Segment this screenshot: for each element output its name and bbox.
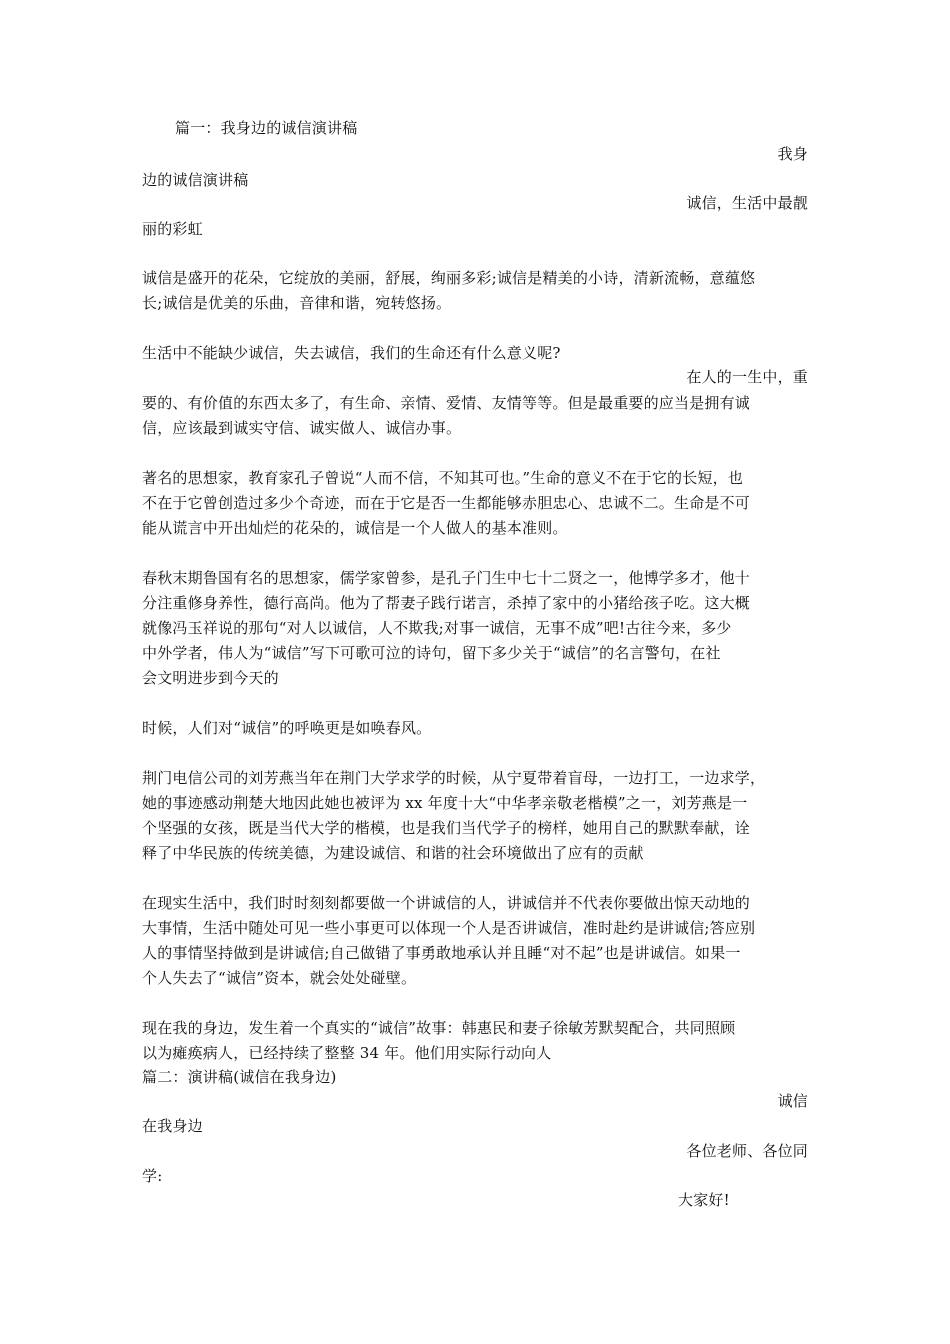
subtitle-part-2: 丽的彩虹 xyxy=(142,220,203,238)
paragraph-line: 生活中不能缺少诚信，失去诚信，我们的生命还有什么意义呢? xyxy=(142,344,561,362)
paragraph-line: 能从谎言中开出灿烂的花朵的，诚信是一个人做人的基本准则。 xyxy=(142,519,568,537)
paragraph-line: 时候，人们对“诚信”的呼唤更是如唤春风。 xyxy=(142,719,432,737)
paragraph-line: 长;诚信是优美的乐曲，音律和谐，宛转悠扬。 xyxy=(142,294,452,312)
paragraph-line: 大事情，生活中随处可见一些小事更可以体现一个人是否讲诚信，准时赴约是讲诚信;答应别 xyxy=(142,919,756,937)
paragraph-line: 释了中华民族的传统美德，为建设诚信、和谐的社会环境做出了应有的贡献 xyxy=(142,844,644,862)
paragraph-line: 荆门电信公司的刘芳燕当年在荆门大学求学的时候，从宁夏带着盲母，一边打工，一边求学， xyxy=(142,769,766,787)
paragraph-line: 在人的一生中，重 xyxy=(686,368,808,386)
paragraph-line: 春秋末期鲁国有名的思想家，儒学家曾参，是孔子门生中七十二贤之一，他博学多才，他十 xyxy=(142,569,751,587)
paragraph-line: 不在于它曾创造过多少个奇迹，而在于它是否一生都能够赤胆忠心、忠诚不二。生命是不可 xyxy=(142,494,751,512)
paragraph-line: 著名的思想家，教育家孔子曾说“人而不信，不知其可也。”生命的意义不在于它的长短，也 xyxy=(142,469,744,487)
speech-title-part-2: 在我身边 xyxy=(142,1117,203,1135)
paragraph-line: 现在我的身边，发生着一个真实的“诚信”故事：韩惠民和妻子徐敏芳默契配合，共同照顾 xyxy=(142,1019,736,1037)
section-heading-2: 篇二：演讲稿(诚信在我身边) xyxy=(142,1068,337,1086)
paragraph-line: 要的、有价值的东西太多了，有生命、亲情、爱情、友情等等。但是最重要的应当是拥有诚 xyxy=(142,394,751,412)
subtitle-part-1: 诚信，生活中最靓 xyxy=(686,194,808,212)
paragraph-line: 诚信是盛开的花朵，它绽放的美丽，舒展，绚丽多彩;诚信是精美的小诗，清新流畅，意蕴悠 xyxy=(142,269,756,287)
paragraph-line: 以为瘫痪病人，已经持续了整整 34 年。他们用实际行动向人 xyxy=(142,1044,552,1062)
paragraph-line: 分注重修身养性，德行高尚。他为了帮妻子践行诺言，杀掉了家中的小猪给孩子吃。这大概 xyxy=(142,594,751,612)
paragraph-line: 中外学者，伟人为“诚信”写下可歌可泣的诗句，留下多少关于“诚信”的名言警句，在社 xyxy=(142,644,721,662)
speech-title-part-1: 诚信 xyxy=(777,1092,808,1110)
paragraph-line: 在现实生活中，我们时时刻刻都要做一个讲诚信的人，讲诚信并不代表你要做出惊天动地的 xyxy=(142,894,751,912)
section-heading-1: 篇一：我身边的诚信演讲稿 xyxy=(175,119,358,137)
paragraph-line: 个人失去了“诚信”资本，就会处处碰壁。 xyxy=(142,969,417,987)
salutation-part-1: 各位老师、各位同 xyxy=(686,1142,808,1160)
speech-title-part-2: 边的诚信演讲稿 xyxy=(142,171,249,189)
paragraph-line: 人的事情坚持做到是讲诚信;自己做错了事勇敢地承认并且睡“对不起”也是讲诚信。如果一 xyxy=(142,944,741,962)
greeting: 大家好! xyxy=(678,1191,730,1209)
paragraph-line: 会文明进步到今天的 xyxy=(142,669,279,687)
paragraph-line: 个坚强的女孩，既是当代大学的楷模，也是我们当代学子的榜样，她用自己的默默奉献，诠 xyxy=(142,819,751,837)
paragraph-line: 她的事迹感动荆楚大地因此她也被评为 xx 年度十大“中华孝亲敬老楷模”之一，刘芳燕是一 xyxy=(142,794,748,812)
paragraph-line: 信，应该最到诚实守信、诚实做人、诚信办事。 xyxy=(142,419,462,437)
paragraph-line: 就像冯玉祥说的那句“对人以诚信，人不欺我;对事一诚信，无事不成”吧!古往今来，多少 xyxy=(142,619,732,637)
salutation-part-2: 学: xyxy=(142,1167,163,1185)
speech-title-part-1: 我身 xyxy=(777,145,808,163)
